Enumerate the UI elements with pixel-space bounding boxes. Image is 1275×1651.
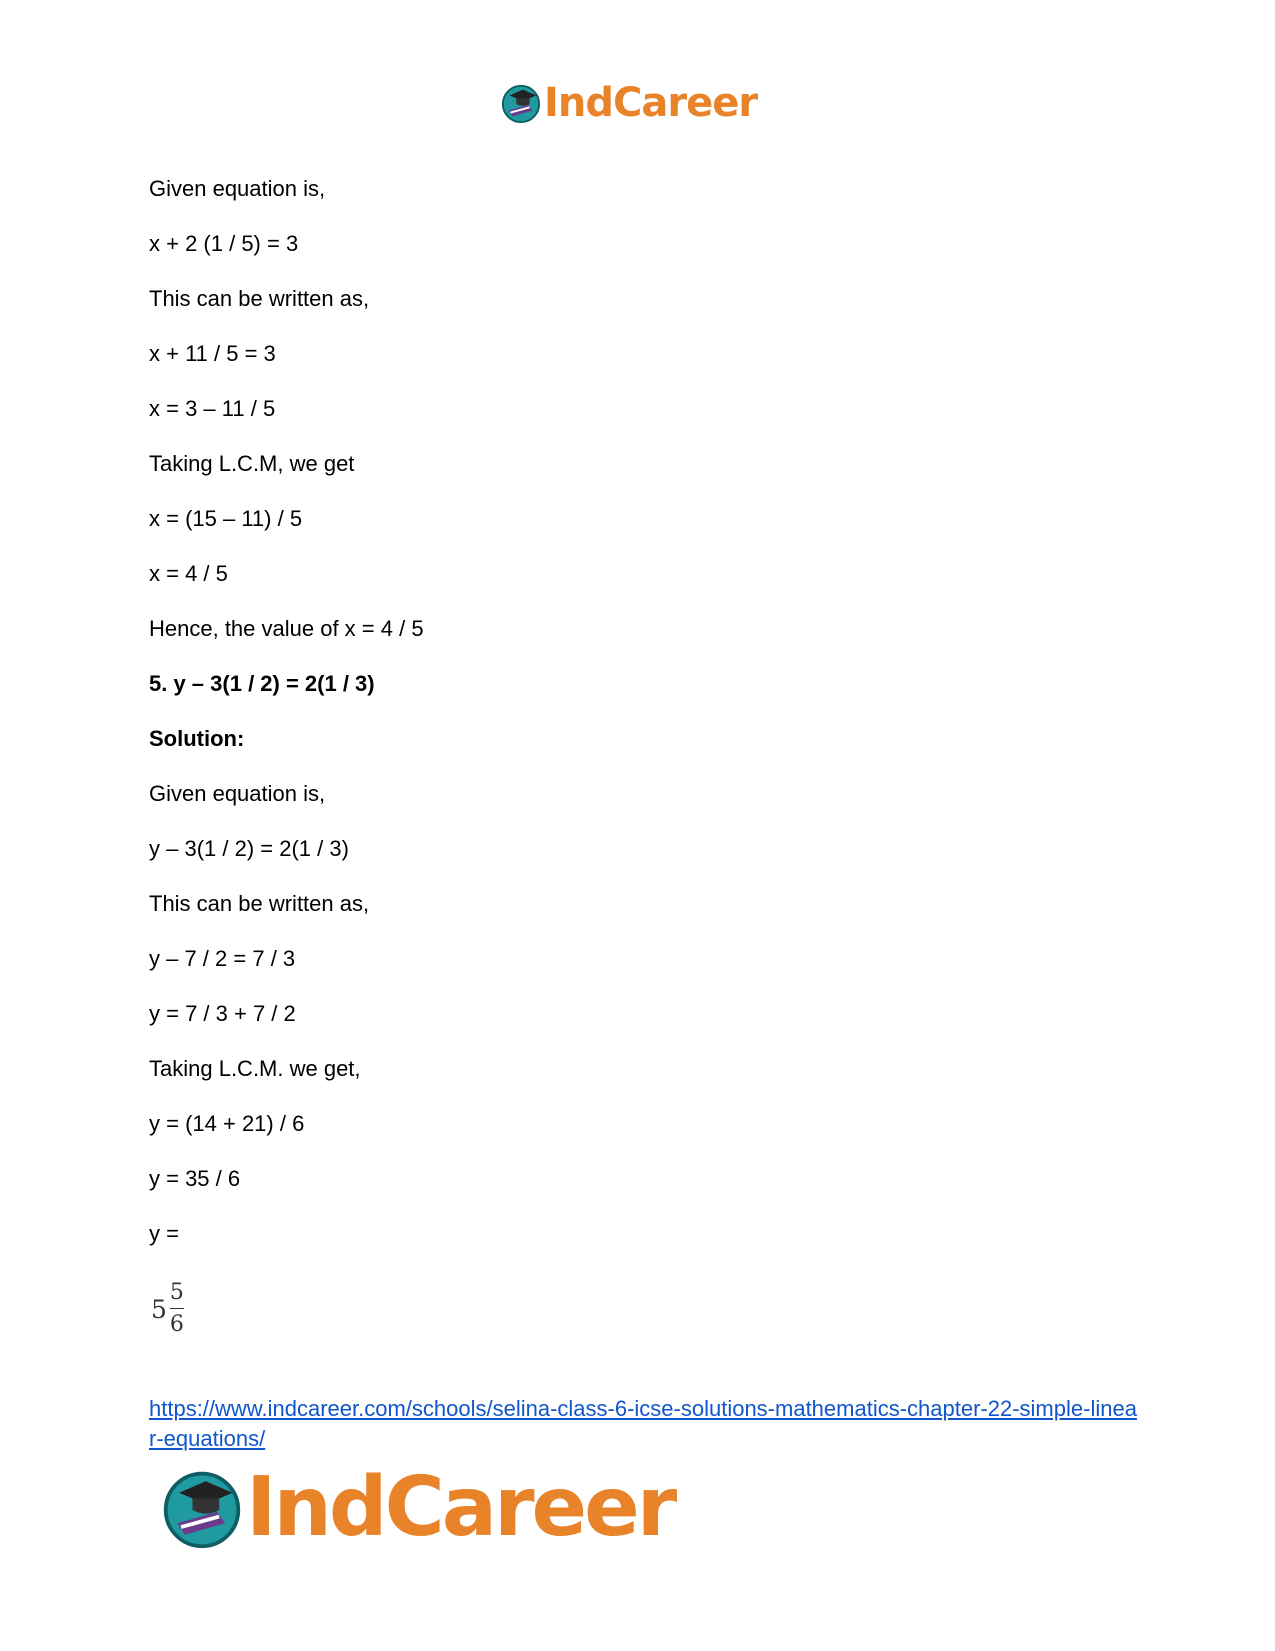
footer-logo <box>160 1462 674 1554</box>
answer-mixed-fraction <box>151 1280 184 1338</box>
header-logo-text: IndCareer <box>544 80 758 126</box>
answer-whole: 5 <box>151 1294 167 1324</box>
text-line: y = <box>149 1221 179 1246</box>
text-line: y = 7 / 3 + 7 / 2 <box>149 1001 296 1026</box>
heading-line: 5. y – 3(1 / 2) = 2(1 / 3) <box>149 671 375 696</box>
text-line: y = (14 + 21) / 6 <box>149 1111 305 1136</box>
globe-graduation-cap-icon <box>500 82 542 124</box>
answer-fraction <box>170 1280 184 1338</box>
globe-graduation-cap-icon <box>160 1466 244 1550</box>
text-line: This can be written as, <box>149 891 370 916</box>
text-line: Taking L.C.M, we get <box>149 451 355 476</box>
text-line: x = 3 – 11 / 5 <box>149 396 276 421</box>
source-link[interactable]: https://www.indcareer.com/schools/selina-class-6-icse-solutions-mathematics-chapter-22-simple-linear-equations/ <box>149 1396 1137 1451</box>
text-line: y – 7 / 2 = 7 / 3 <box>149 946 296 971</box>
text-line: x + 2 (1 / 5) = 3 <box>149 231 299 256</box>
text-line: x = 4 / 5 <box>149 561 228 586</box>
text-line: x = (15 – 11) / 5 <box>149 506 303 531</box>
answer-numerator: 5 <box>169 1280 184 1305</box>
fraction-bar <box>170 1308 184 1309</box>
text-line: Hence, the value of x = 4 / 5 <box>149 616 424 641</box>
text-line: Given equation is, <box>149 781 326 806</box>
heading-line: Solution: <box>149 726 245 751</box>
text-line: x + 11 / 5 = 3 <box>149 341 276 366</box>
text-line: This can be written as, <box>149 286 370 311</box>
answer-denominator: 6 <box>169 1312 184 1337</box>
footer-logo-text: IndCareer <box>246 1460 675 1555</box>
text-line: Taking L.C.M. we get, <box>149 1056 361 1081</box>
text-line: Given equation is, <box>149 176 326 201</box>
text-line: y – 3(1 / 2) = 2(1 / 3) <box>149 836 349 861</box>
text-line: y = 35 / 6 <box>149 1166 241 1191</box>
header-logo <box>500 80 757 126</box>
solution-text <box>149 176 1129 1276</box>
